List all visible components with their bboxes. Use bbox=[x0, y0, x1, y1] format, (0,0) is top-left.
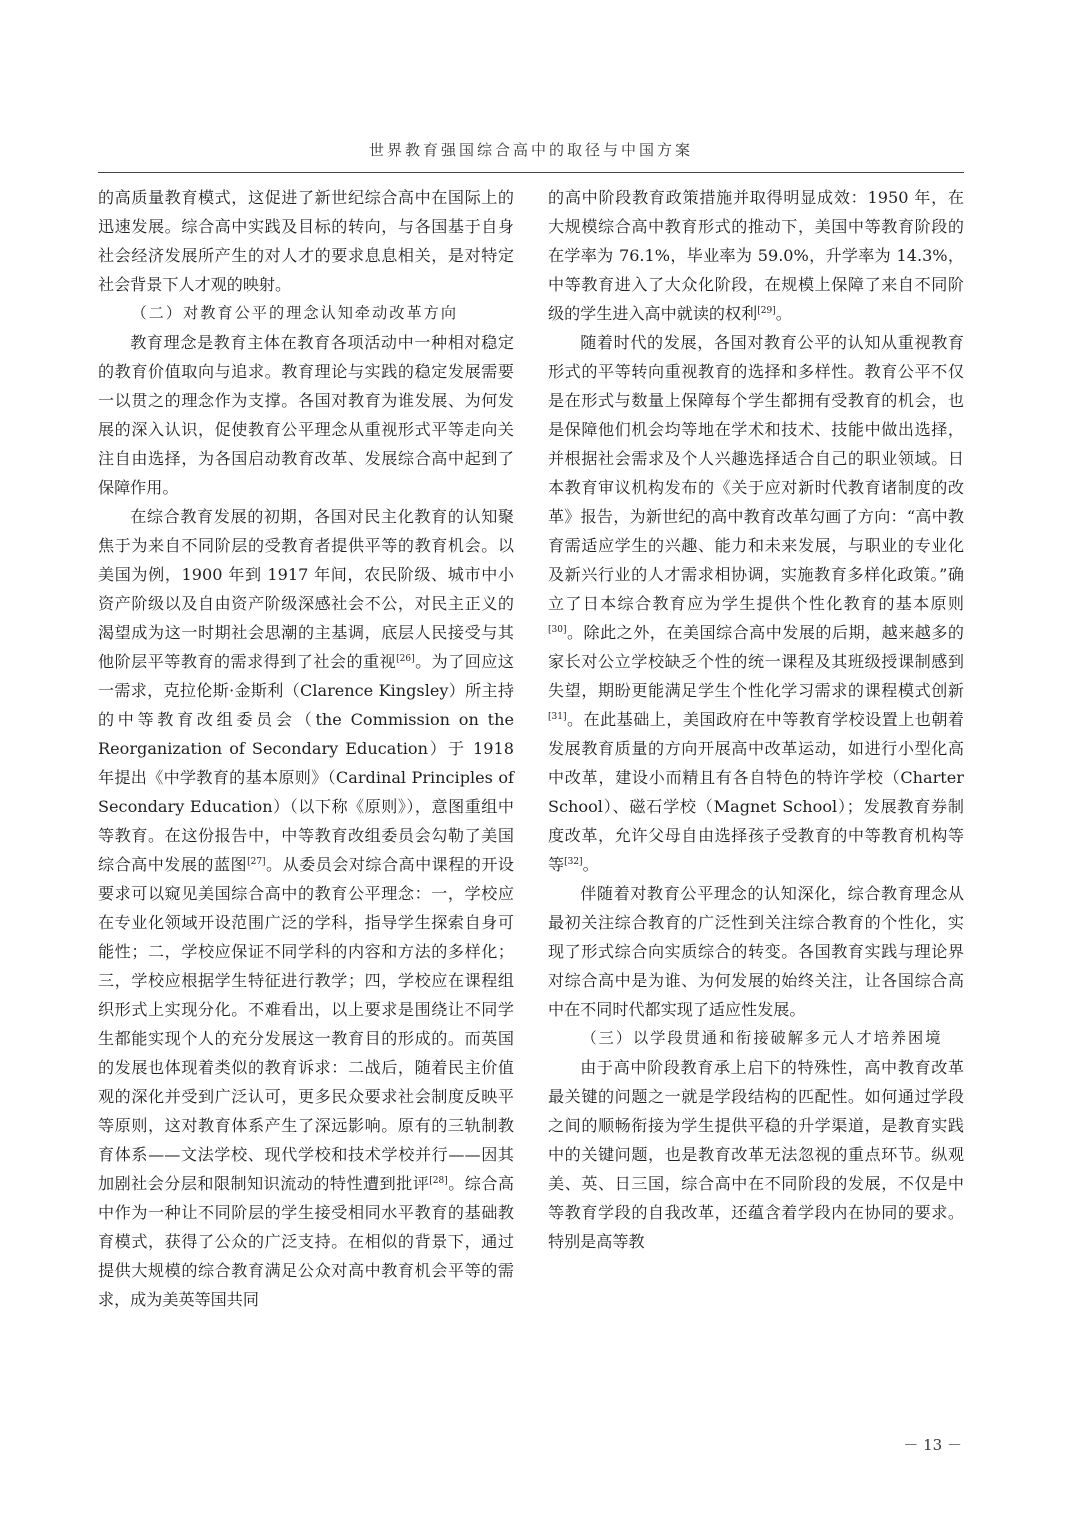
text-run: 随着时代的发展，各国对教育公平的认知从重视教育形式的平等转向重视教育的选择和多样性。教育公平不仅是在形式与数量上保障每个学生都拥有受教育的机会，也是保障他们机会均等地在学术和技术、技能中做出选择，并根据社会需求及个人兴趣选择适合自己的职业领域。日本教育审议机构发布的《关于应对新时代教育诸制度的改革》报告，为新世纪的高中教育改革勾画了方向：“高中教育需适应学生的兴趣、能力和未来发展，与职业的专业化及新兴行业的人才需求相协调，实施教育多样化政策。”确立了日本综合教育应为学生提供个性化教育的基本原则 bbox=[548, 333, 964, 613]
paragraph bbox=[548, 328, 964, 879]
paragraph: 伴随着对教育公平理念的认知深化，综合教育理念从最初关注综合教育的广泛性到关注综合教育的个性化，实现了形式综合向实质综合的转变。各国教育实践与理论界对综合高中是为谁、为何发展的始终关注，让各国综合高中在不同时代都实现了适应性发展。 bbox=[548, 884, 964, 1019]
section-heading: （三）以学段贯通和衔接破解多元人才培养困境 bbox=[581, 1029, 943, 1047]
text-run: 。为了回应这一需求，克拉伦斯·金斯利（Clarence Kingsley）所主持的中等教育改组委员会（the Commission on the Reorganization of Secondary Education）于 1918 年提出《中学教育的基本原则》（Cardinal Principles of Secondary Education）（以下称《原则》），意图重组中等教育。在这份报告中，中等教育改组委员会勾勒了美国综合高中发展的蓝图 bbox=[98, 652, 515, 874]
paragraph bbox=[548, 183, 964, 328]
running-header: 世界教育强国综合高中的取径与中国方案 bbox=[98, 138, 964, 173]
citation-ref: [31] bbox=[548, 712, 567, 722]
page-number: － 13 － bbox=[903, 1436, 962, 1454]
citation-ref: [30] bbox=[548, 625, 567, 635]
text-run: 。除此之外，在美国综合高中发展的后期，越来越多的家长对公立学校缺乏个性的统一课程及其班级授课制感到失望，期盼更能满足学生个性化学习需求的课程模式创新 bbox=[548, 623, 964, 700]
citation-ref: [29] bbox=[757, 306, 776, 316]
text-run: 。从委员会对综合高中课程的开设要求可以窥见美国综合高中的教育公平理念：一，学校应在专业化领域开设范围广泛的学科，指导学生探索自身可能性；二，学校应保证不同学科的内容和方法的多样化；三，学校应根据学生特征进行教学；四，学校应在课程组织形式上实现分化。不难看出，以上要求是围绕让不同学生都能实现个人的充分发展这一教育目的形成的。而英国的发展也体现着类似的教育诉求：二战后，随着民主价值观的深化并受到广泛认可，更多民众要求社会制度反映平等原则，这对教育体系产生了深远影响。原有的三轨制教育体系——文法学校、现代学校和技术学校并行——因其加剧社会分层和限制知识流动的特性遭到批评 bbox=[98, 855, 515, 1193]
text-run: 。综合高中作为一种让不同阶层的学生接受相同水平教育的基础教育模式，获得了公众的广泛支持。在相似的背景下，通过提供大规模的综合教育满足公众对高中教育机会平等的需求，成为美英等国共同 bbox=[98, 1174, 515, 1309]
right-column bbox=[548, 183, 964, 1256]
text-run: 。 bbox=[582, 855, 599, 874]
paragraph bbox=[98, 502, 514, 1314]
citation-ref: [28] bbox=[429, 1176, 448, 1186]
paragraph: 的高质量教育模式，这促进了新世纪综合高中在国际上的迅速发展。综合高中实践及目标的转向，与各国基于自身社会经济发展所产生的对人才的要求息息相关，是对特定社会背景下人才观的映射。 bbox=[98, 188, 514, 294]
paragraph: 教育理念是教育主体在教育各项活动中一种相对稳定的教育价值取向与追求。教育理论与实践的稳定发展需要一以贯之的理念作为支撑。各国对教育为谁发展、为何发展的深入认识，促使教育公平理念从重视形式平等走向关注自由选择，为各国启动教育改革、发展综合高中起到了保障作用。 bbox=[98, 333, 514, 497]
paragraph: 由于高中阶段教育承上启下的特殊性，高中教育改革最关键的问题之一就是学段结构的匹配性。如何通过学段之间的顺畅衔接为学生提供平稳的升学渠道，是教育实践中的关键问题，也是教育改革无法忽视的重点环节。纵观美、英、日三国，综合高中在不同阶段的发展，不仅是中等教育学段的自我改革，还蕴含着学段内在协同的要求。特别是高等教 bbox=[548, 1058, 964, 1251]
citation-ref: [26] bbox=[396, 654, 415, 664]
text-run: 。 bbox=[775, 304, 792, 323]
left-column bbox=[98, 183, 514, 1314]
text-run: 的高中阶段教育政策措施并取得明显成效：1950 年，在大规模综合高中教育形式的推动下，美国中等教育阶段的在学率为 76.1%，毕业率为 59.0%，升学率为 14.3%，中等教育进入了大众化阶段，在规模上保障了来自不同阶级的学生进入高中就读的权利 bbox=[548, 188, 964, 323]
text-run: 。在此基础上，美国政府在中等教育学校设置上也朝着发展教育质量的方向开展高中改革运动，如进行小型化高中改革，建设小而精且有各自特色的特许学校（Charter School）、磁石学校（Magnet School）；发展教育券制度改革，允许父母自由选择孩子受教育的中等教育机构等等 bbox=[548, 710, 964, 874]
citation-ref: [32] bbox=[564, 857, 583, 867]
citation-ref: [27] bbox=[247, 857, 266, 867]
section-heading: （二）对教育公平的理念认知牵动改革方向 bbox=[131, 304, 458, 322]
text-run: 在综合教育发展的初期，各国对民主化教育的认知聚焦于为来自不同阶层的受教育者提供平等的教育机会。以美国为例，1900 年到 1917 年间，农民阶级、城市中小资产阶级以及自由资产阶级深感社会不公，对民主正义的渴望成为这一时期社会思潮的主基调，底层人民接受与其他阶层平等教育的需求得到了社会的重视 bbox=[98, 507, 514, 671]
